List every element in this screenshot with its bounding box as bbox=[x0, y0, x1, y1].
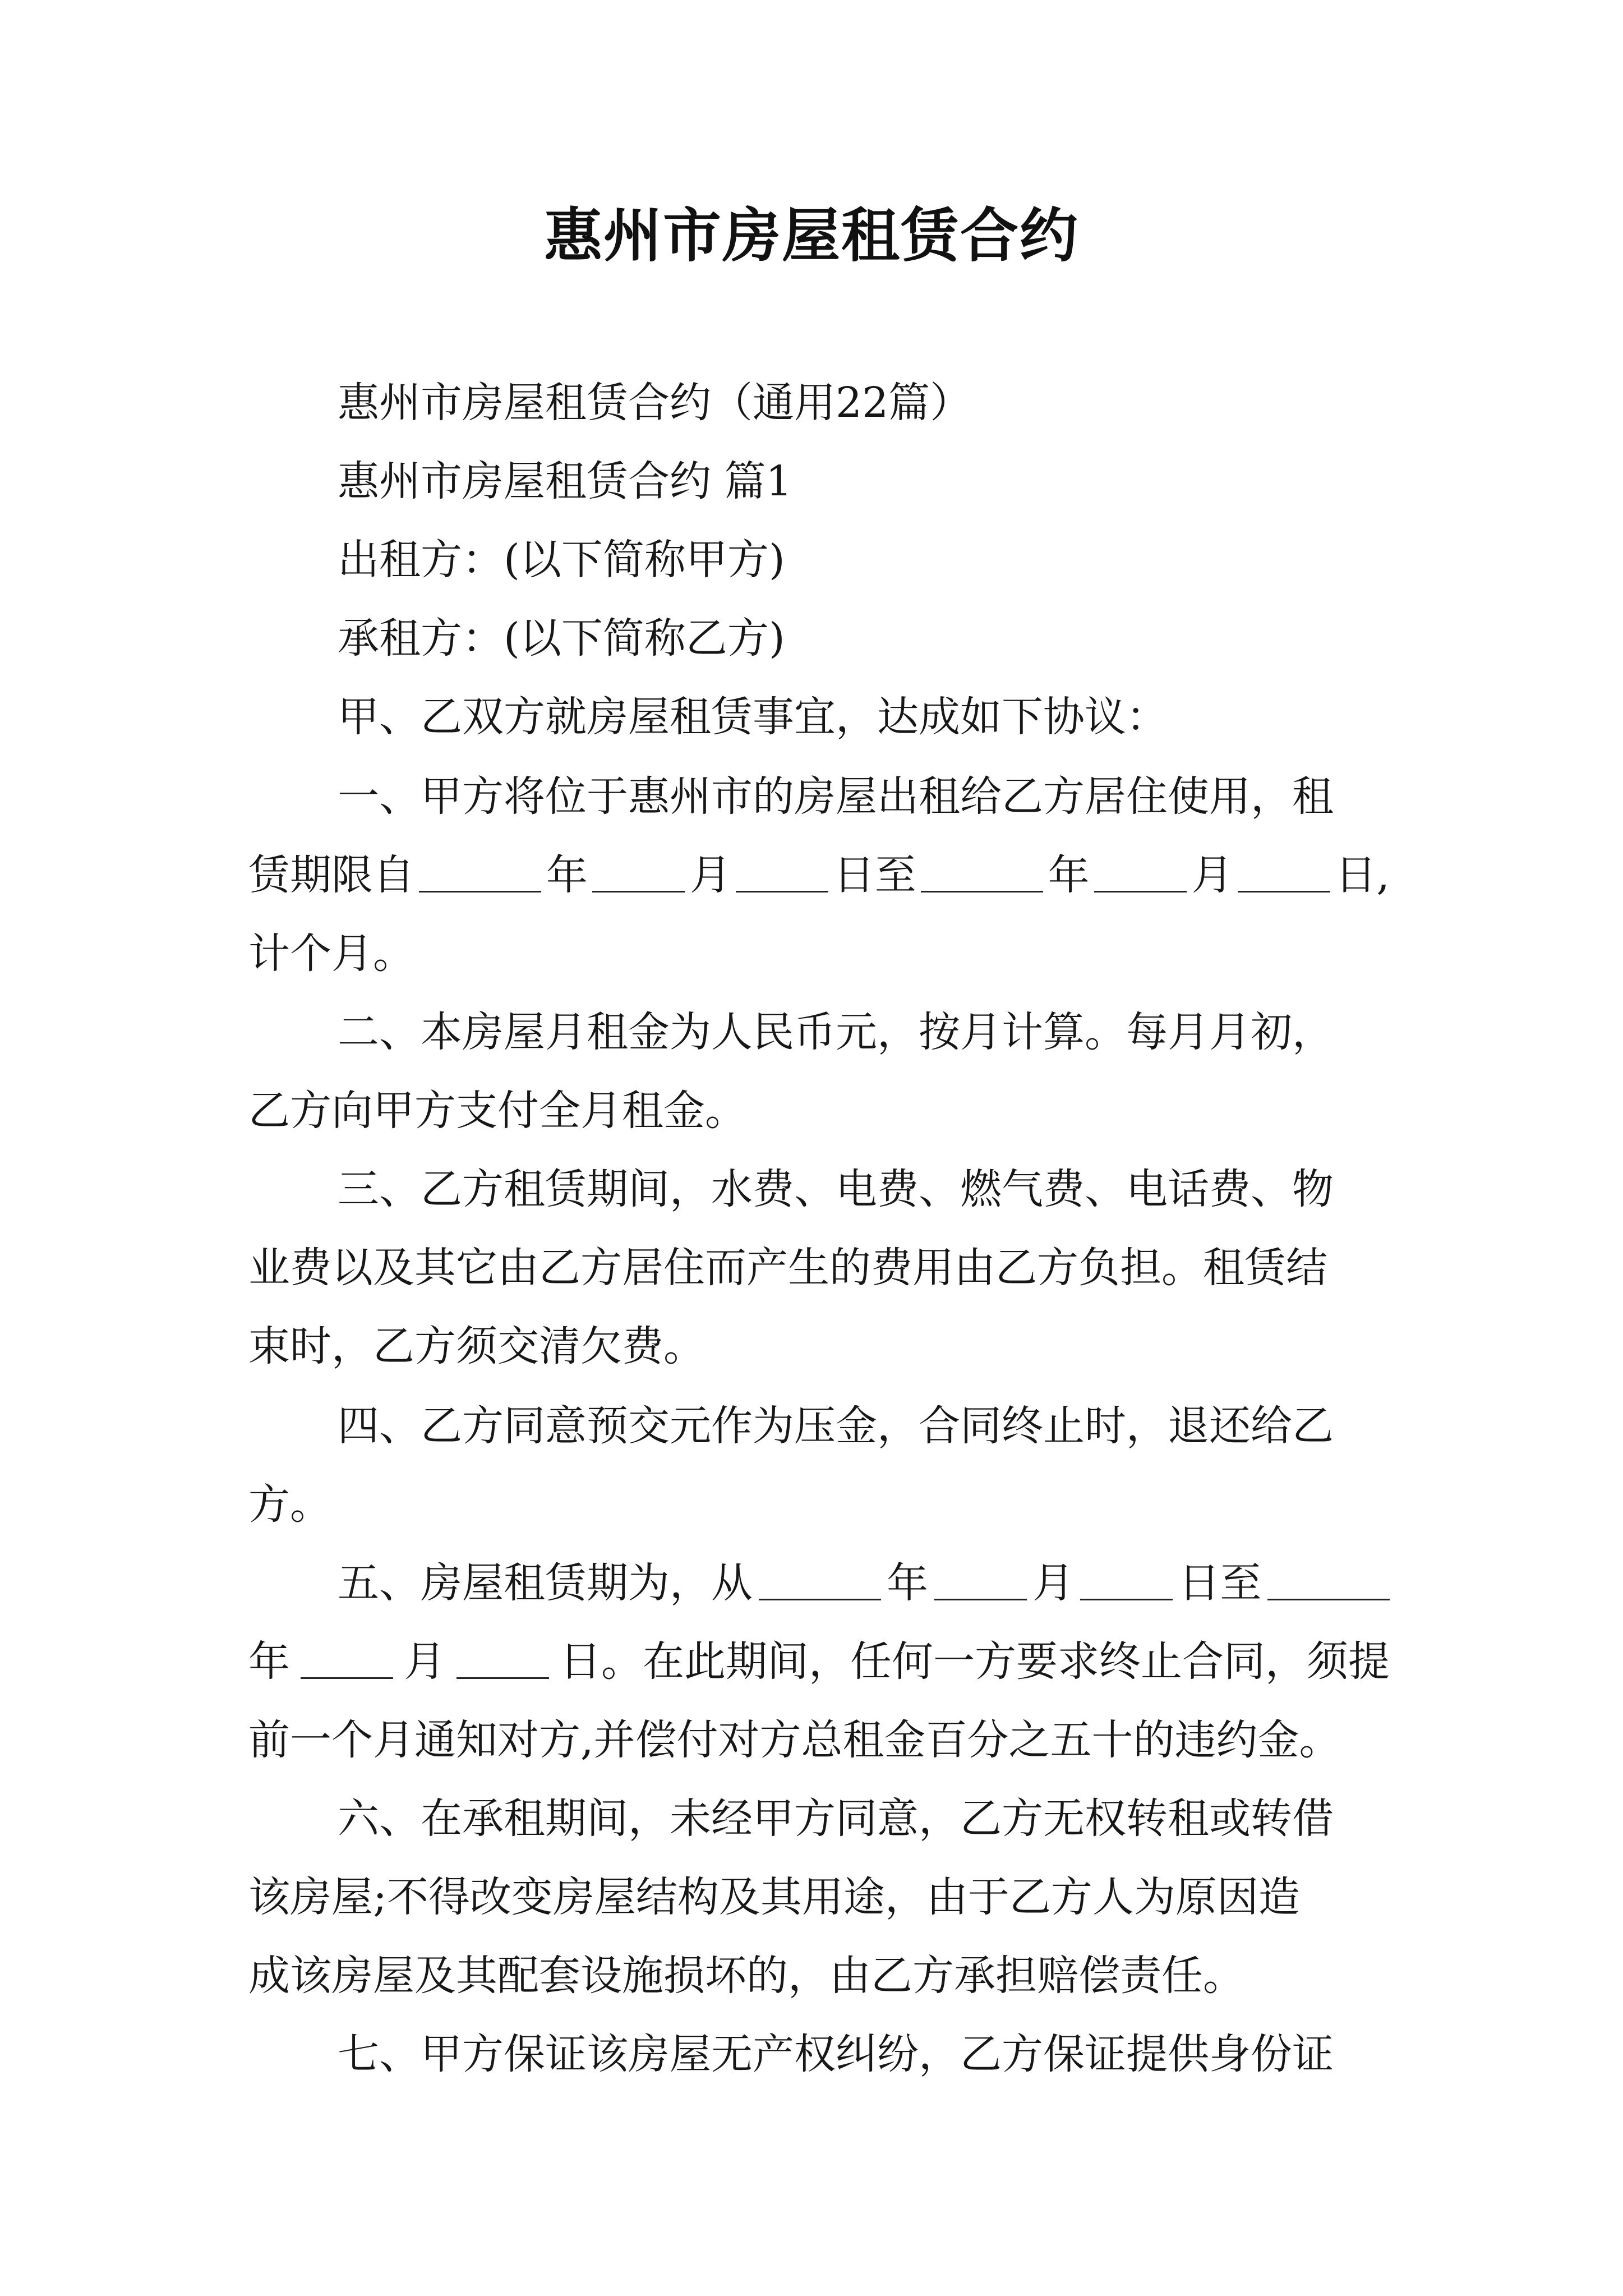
year-label: 年 bbox=[248, 1637, 290, 1686]
section-heading: 惠州市房屋租赁合约 篇1 bbox=[338, 457, 792, 505]
month-blank bbox=[1094, 848, 1187, 892]
day-blank bbox=[1080, 1556, 1173, 1600]
clause5-line1 bbox=[338, 1556, 1390, 1610]
clause7-line1: 七、甲方保证该房屋无产权纠纷，乙方保证提供身份证 bbox=[338, 2030, 1334, 2078]
clause5-line2 bbox=[248, 1635, 1390, 1688]
clause4-line2: 方。 bbox=[248, 1480, 331, 1529]
month-label: 月 bbox=[1191, 851, 1233, 899]
year-label: 年 bbox=[546, 851, 588, 899]
month-blank bbox=[301, 1635, 393, 1679]
clause1-line1: 一、甲方将位于惠州市的房屋出租给乙方居住使用，租 bbox=[338, 772, 1334, 821]
clause3-line2: 业费以及其它由乙方居住而产生的费用由乙方负担。租赁结 bbox=[248, 1244, 1327, 1292]
month-label: 月 bbox=[404, 1637, 446, 1686]
month-label: 月 bbox=[689, 851, 731, 899]
clause1-line2 bbox=[248, 848, 1390, 902]
day-to-label: 日至 bbox=[833, 851, 916, 899]
lessee-line: 承租方：(以下简称乙方) bbox=[338, 614, 785, 662]
clause3-line1: 三、乙方租赁期间，水费、电费、燃气费、电话费、物 bbox=[338, 1165, 1334, 1213]
day-to-label: 日至 bbox=[1178, 1559, 1262, 1607]
document-subtitle: 惠州市房屋租赁合约（通用22篇） bbox=[338, 379, 972, 427]
lessor-line: 出租方：(以下简称甲方) bbox=[338, 536, 785, 584]
clause5-term-text: 五、房屋租赁期为，从 bbox=[338, 1559, 753, 1607]
intro-line: 甲、乙双方就房屋租赁事宜，达成如下协议： bbox=[338, 693, 1168, 741]
clause5-line3: 前一个月通知对方,并偿付对方总租金百分之五十的违约金。 bbox=[248, 1716, 1341, 1764]
day-label: 日, bbox=[1335, 851, 1390, 899]
month-blank bbox=[592, 848, 685, 892]
clause1-term-start-text: 赁期限自 bbox=[248, 851, 414, 899]
month-label: 月 bbox=[1032, 1559, 1075, 1607]
clause4-line1: 四、乙方同意预交元作为压金，合同终止时，退还给乙 bbox=[338, 1402, 1334, 1450]
year-blank bbox=[1267, 1556, 1390, 1600]
day-blank bbox=[1238, 848, 1330, 892]
clause2-line2: 乙方向甲方支付全月租金。 bbox=[248, 1087, 746, 1135]
clause3-line3: 束时，乙方须交清欠费。 bbox=[248, 1322, 705, 1370]
year-blank bbox=[759, 1556, 881, 1600]
clause1-line3: 计个月。 bbox=[248, 930, 414, 978]
year-label: 年 bbox=[887, 1559, 929, 1607]
day-blank bbox=[457, 1635, 549, 1679]
year-label: 年 bbox=[1048, 851, 1090, 899]
year-blank bbox=[921, 848, 1043, 892]
document-title: 惠州市房屋租赁合约 bbox=[543, 201, 1079, 270]
year-blank bbox=[419, 848, 541, 892]
day-blank bbox=[736, 848, 828, 892]
clause6-line1: 六、在承租期间，未经甲方同意，乙方无权转租或转借 bbox=[338, 1795, 1334, 1843]
month-blank bbox=[934, 1556, 1027, 1600]
clause6-line2: 该房屋;不得改变房屋结构及其用途，由于乙方人为原因造 bbox=[248, 1873, 1300, 1921]
clause2-line1: 二、本房屋月租金为人民币元，按月计算。每月月初， bbox=[338, 1008, 1334, 1056]
clause6-line3: 成该房屋及其配套设施损坏的，由乙方承担赔偿责任。 bbox=[248, 1952, 1244, 2000]
clause5-termination-text: 日。在此期间，任何一方要求终止合同，须提 bbox=[560, 1637, 1390, 1686]
